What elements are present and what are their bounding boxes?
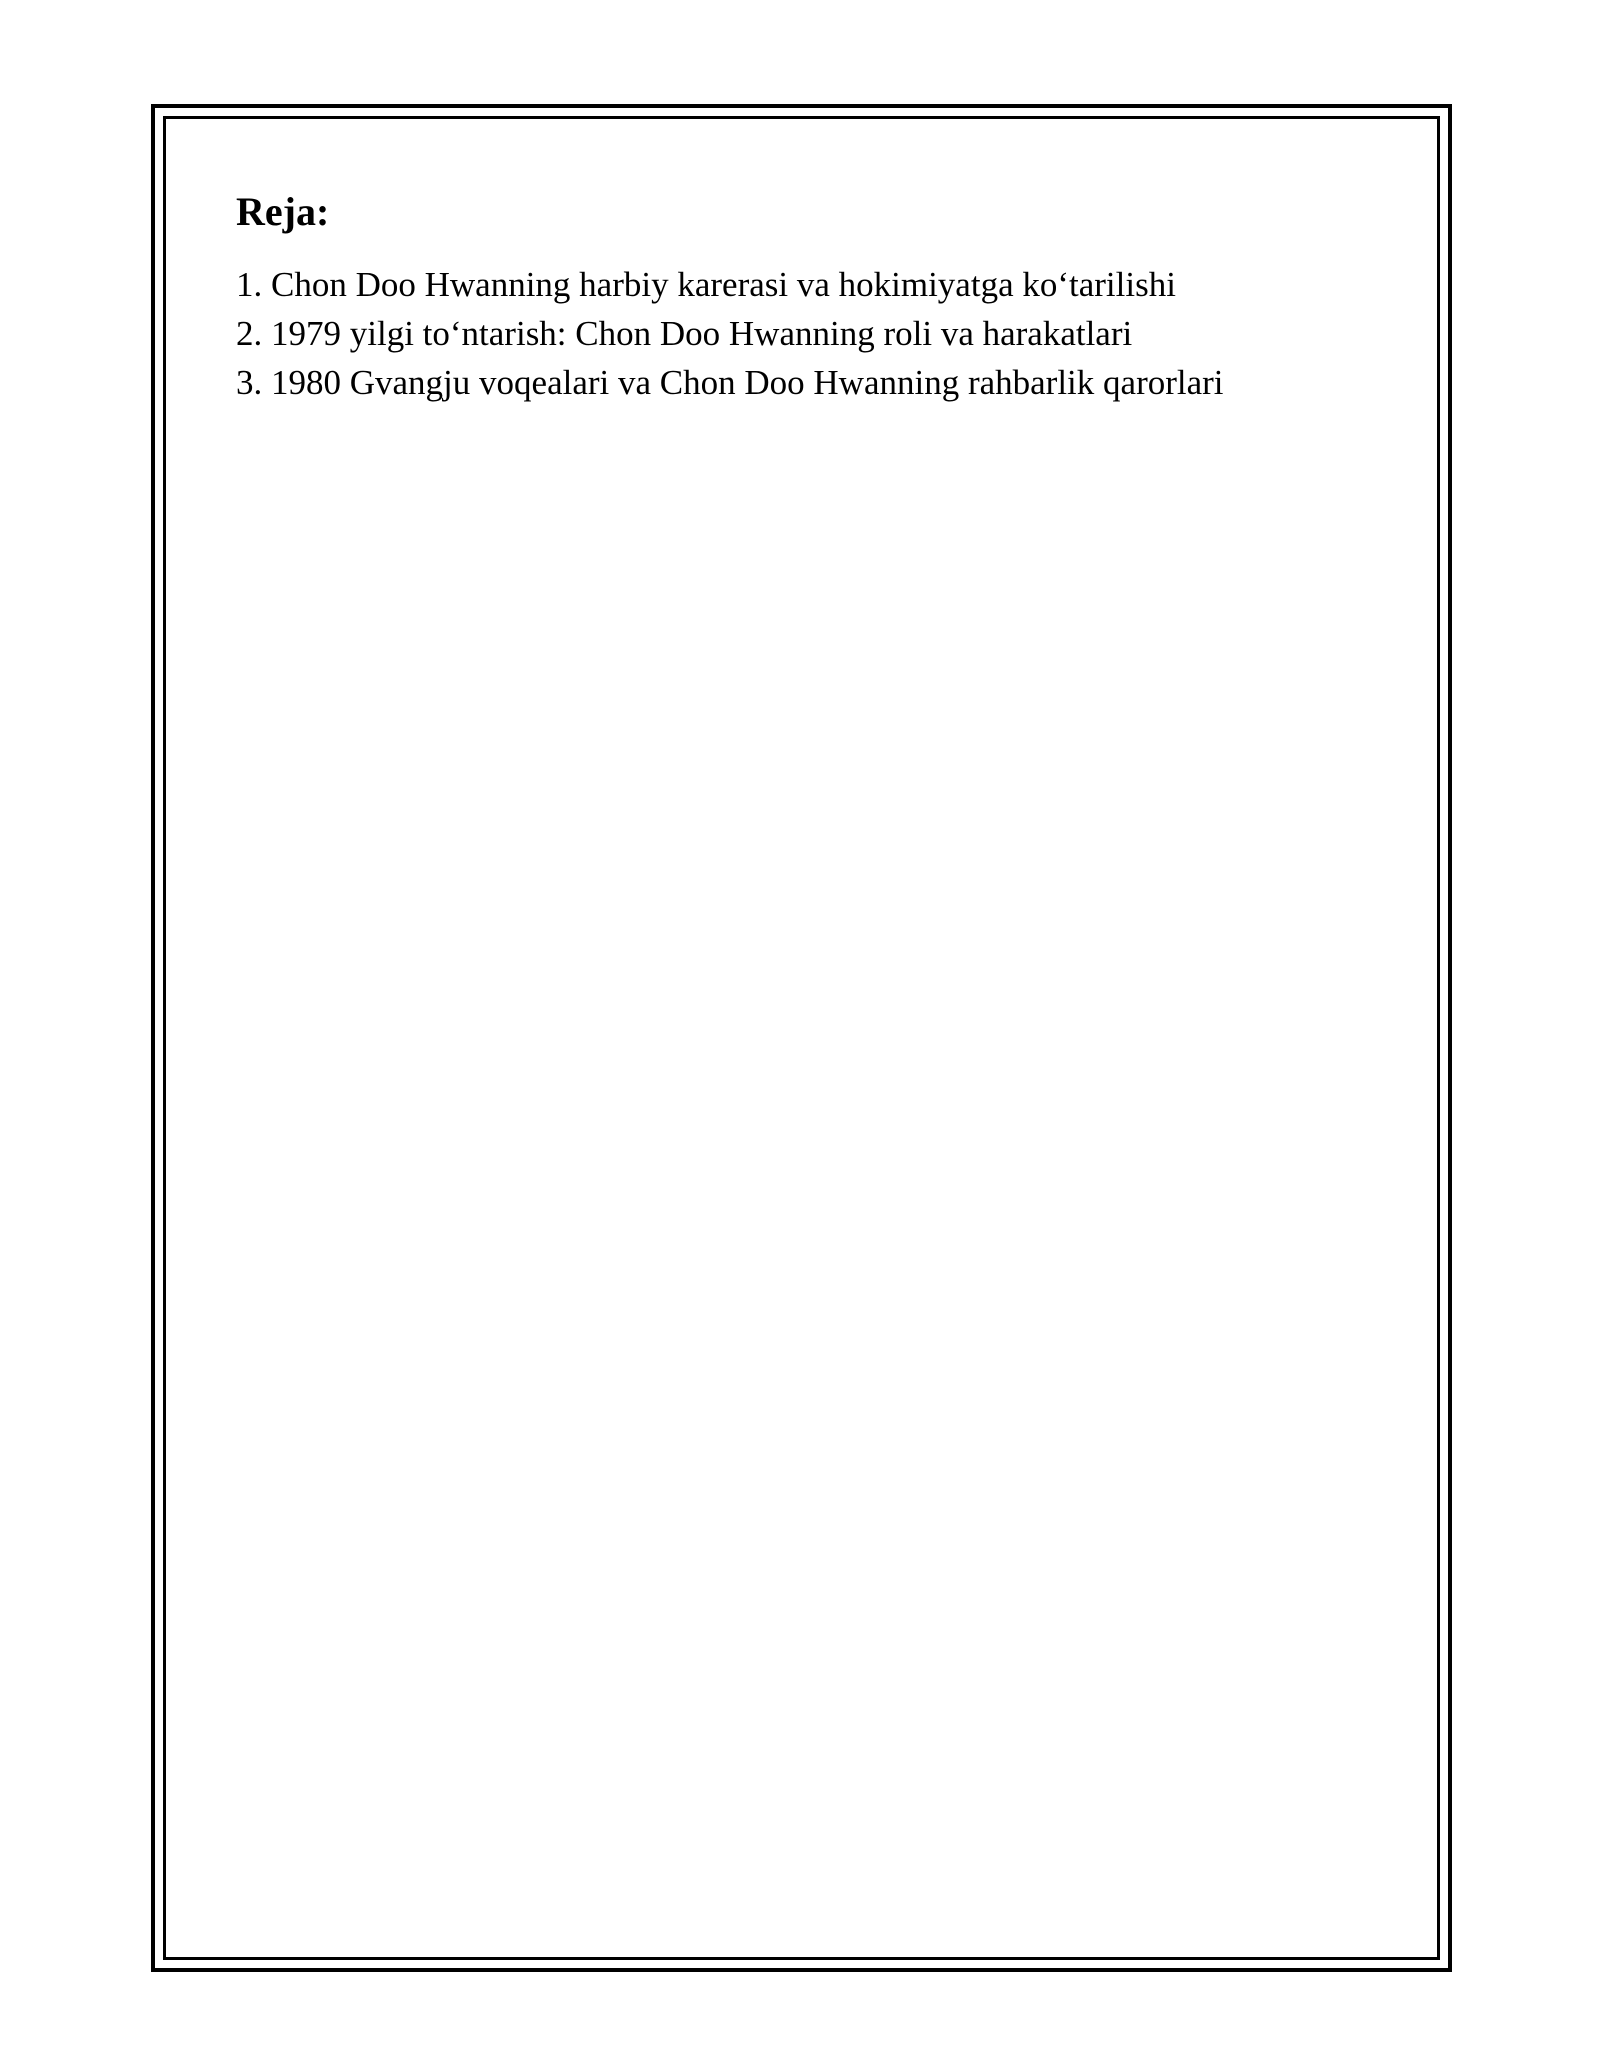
page-content	[236, 186, 1386, 407]
plan-heading: Reja:	[236, 189, 330, 234]
plan-item-3: 3. 1980 Gvangju voqealari va Chon Doo Hwanning rahbarlik qarorlari	[236, 363, 1224, 402]
plan-item-1: 1. Chon Doo Hwanning harbiy karerasi va hokimiyatga ko‘tarilishi	[236, 265, 1176, 304]
plan-item-2: 2. 1979 yilgi to‘ntarish: Chon Doo Hwanning roli va harakatlari	[236, 314, 1133, 353]
plan-list	[236, 260, 1386, 407]
